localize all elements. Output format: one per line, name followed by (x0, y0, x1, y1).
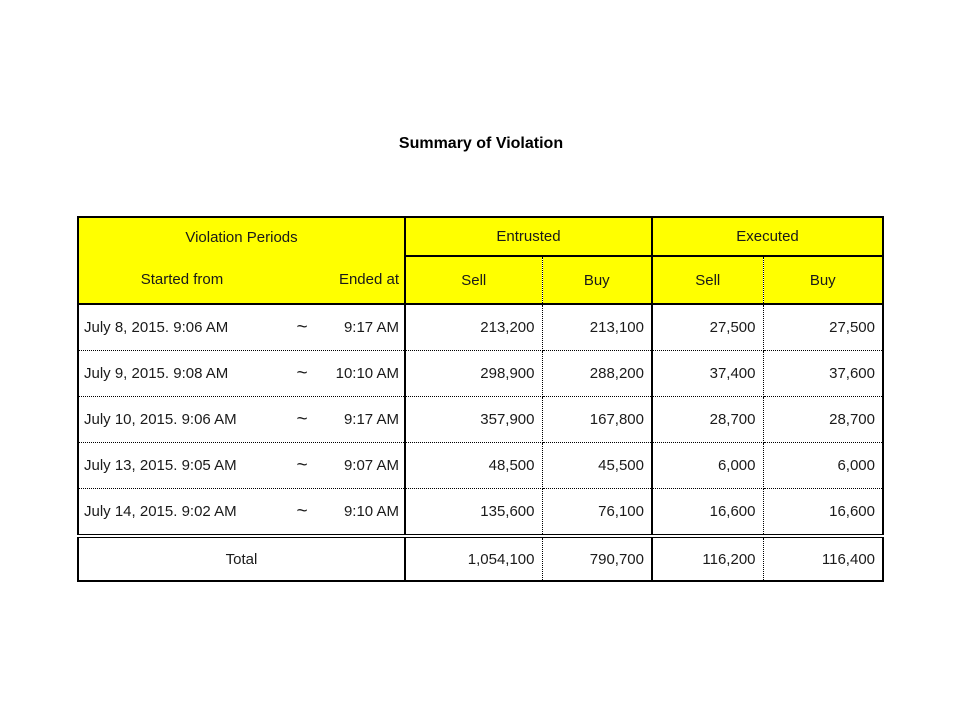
entrusted-sell-value: 135,600 (405, 489, 542, 537)
total-executed-buy: 116,400 (821, 550, 875, 568)
executed-sell-value: 27,500 (652, 304, 763, 351)
period-start: July 8, 2015. 9:06 AM (84, 319, 229, 336)
total-row (78, 536, 883, 581)
entrusted-sell-value: 298,900 (405, 351, 542, 397)
entrusted-group-header: Entrusted (405, 217, 652, 256)
period-start: July 10, 2015. 9:06 AM (84, 411, 237, 428)
period-end: 9:07 AM (343, 457, 399, 474)
executed-buy-value: 28,700 (763, 397, 883, 443)
started-from-label: Started from (140, 270, 224, 288)
period-end: 10:10 AM (335, 365, 399, 382)
entrusted-sell-header: Sell (405, 256, 542, 304)
executed-buy-header: Buy (763, 256, 883, 304)
tilde-separator: ~ (296, 317, 308, 338)
page-title: Summary of Violation (398, 135, 564, 152)
period-cell (78, 351, 405, 397)
tilde-separator: ~ (296, 409, 308, 430)
period-start: July 14, 2015. 9:02 AM (84, 503, 237, 520)
total-entrusted-buy: 790,700 (542, 536, 652, 581)
table-row (78, 304, 883, 351)
period-end: 9:17 AM (343, 319, 399, 336)
executed-sell-value: 6,000 (652, 443, 763, 489)
entrusted-buy-value: 288,200 (542, 351, 652, 397)
entrusted-buy-value: 213,100 (542, 304, 652, 351)
tilde-separator: ~ (296, 455, 308, 476)
period-end: 9:10 AM (343, 503, 399, 520)
period-start: July 9, 2015. 9:08 AM (84, 365, 229, 382)
entrusted-buy-value: 167,800 (542, 397, 652, 443)
total-entrusted-sell: 1,054,100 (405, 536, 542, 581)
period-start: July 13, 2015. 9:05 AM (84, 457, 237, 474)
executed-sell-value: 37,400 (652, 351, 763, 397)
tilde-separator: ~ (296, 501, 308, 522)
executed-buy-value: 27,500 (763, 304, 883, 351)
period-subheader (79, 257, 404, 301)
period-cell (78, 443, 405, 489)
entrusted-sell-value: 213,200 (405, 304, 542, 351)
violation-summary-table (77, 216, 884, 582)
executed-buy-value: 16,600 (763, 489, 883, 537)
executed-buy-value: 37,600 (763, 351, 883, 397)
table-row (78, 489, 883, 537)
table-row (78, 351, 883, 397)
executed-group-header: Executed (652, 217, 883, 256)
executed-sell-value: 28,700 (652, 397, 763, 443)
ended-at-label: Ended at (338, 270, 399, 288)
period-cell (78, 489, 405, 537)
entrusted-sell-value: 357,900 (405, 397, 542, 443)
header-row-groups (78, 217, 883, 256)
executed-sell-header: Sell (652, 256, 763, 304)
table-row (78, 397, 883, 443)
entrusted-buy-header: Buy (542, 256, 652, 304)
period-cell (78, 397, 405, 443)
executed-buy-value: 6,000 (763, 443, 883, 489)
total-label: Total (78, 536, 405, 581)
violation-periods-header-cell (78, 217, 405, 304)
entrusted-sell-value: 48,500 (405, 443, 542, 489)
period-cell (78, 304, 405, 351)
entrusted-buy-value: 76,100 (542, 489, 652, 537)
entrusted-buy-value: 45,500 (542, 443, 652, 489)
table-row (78, 443, 883, 489)
executed-sell-value: 16,600 (652, 489, 763, 537)
total-executed-sell: 116,200 (652, 536, 763, 581)
violation-periods-label: Violation Periods (185, 229, 298, 246)
tilde-separator: ~ (296, 363, 308, 384)
period-end: 9:17 AM (343, 411, 399, 428)
